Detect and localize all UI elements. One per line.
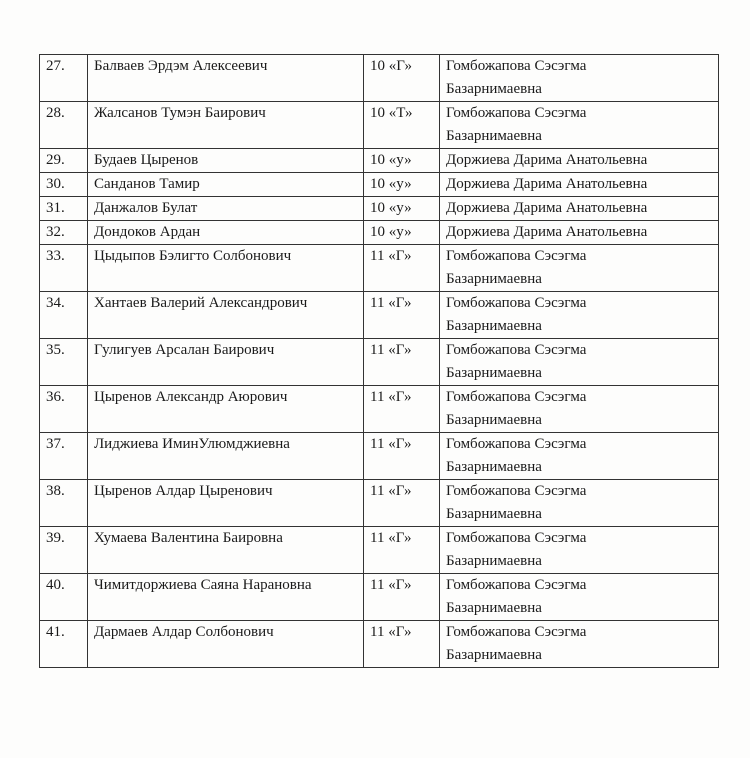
class-grade: 10 «у»	[364, 221, 440, 245]
teacher-name	[440, 55, 719, 102]
row-number: 31.	[40, 197, 88, 221]
teacher-name-line: Гомбожапова Сэсэгма	[446, 342, 587, 358]
teacher-name-line: Доржиева Дарима Анатольевна	[446, 152, 648, 168]
student-name: Данжалов Булат	[88, 197, 364, 221]
teacher-name-line: Базарнимаевна	[446, 600, 542, 616]
row-number: 34.	[40, 292, 88, 339]
table-row	[40, 527, 719, 574]
teacher-name	[440, 339, 719, 386]
teacher-name-line: Базарнимаевна	[446, 647, 542, 663]
teacher-name-line: Базарнимаевна	[446, 459, 542, 475]
teacher-name	[440, 386, 719, 433]
teacher-name	[440, 173, 719, 197]
teacher-name	[440, 221, 719, 245]
teacher-name	[440, 574, 719, 621]
participants-table-body	[40, 55, 719, 668]
teacher-name-line: Гомбожапова Сэсэгма	[446, 105, 587, 121]
teacher-name-line: Гомбожапова Сэсэгма	[446, 58, 587, 74]
teacher-name-line: Базарнимаевна	[446, 81, 542, 97]
teacher-name	[440, 149, 719, 173]
teacher-name-line: Базарнимаевна	[446, 318, 542, 334]
teacher-name	[440, 292, 719, 339]
row-number: 40.	[40, 574, 88, 621]
class-grade: 11 «Г»	[364, 339, 440, 386]
participants-table	[39, 54, 719, 668]
row-number: 33.	[40, 245, 88, 292]
table-row	[40, 386, 719, 433]
student-name: Чимитдоржиева Саяна Нарановна	[88, 574, 364, 621]
row-number: 41.	[40, 621, 88, 668]
student-name: Санданов Тамир	[88, 173, 364, 197]
teacher-name-line: Базарнимаевна	[446, 271, 542, 287]
teacher-name-line: Базарнимаевна	[446, 553, 542, 569]
table-row	[40, 173, 719, 197]
table-row	[40, 221, 719, 245]
student-name: Цыренов Александр Аюрович	[88, 386, 364, 433]
student-name: Дармаев Алдар Солбонович	[88, 621, 364, 668]
class-grade: 11 «Г»	[364, 245, 440, 292]
class-grade: 11 «Г»	[364, 527, 440, 574]
student-name: Хумаева Валентина Баировна	[88, 527, 364, 574]
class-grade: 10 «Г»	[364, 55, 440, 102]
table-row	[40, 245, 719, 292]
class-grade: 10 «у»	[364, 197, 440, 221]
student-name: Лиджиева ИминУлюмджиевна	[88, 433, 364, 480]
teacher-name-line: Базарнимаевна	[446, 412, 542, 428]
teacher-name-line: Доржиева Дарима Анатольевна	[446, 176, 648, 192]
table-row	[40, 149, 719, 173]
teacher-name-line: Доржиева Дарима Анатольевна	[446, 200, 648, 216]
student-name: Жалсанов Тумэн Баирович	[88, 102, 364, 149]
student-name: Балваев Эрдэм Алексеевич	[88, 55, 364, 102]
teacher-name	[440, 621, 719, 668]
student-name: Цыдыпов Бэлигто Солбонович	[88, 245, 364, 292]
class-grade: 10 «Т»	[364, 102, 440, 149]
teacher-name-line: Доржиева Дарима Анатольевна	[446, 224, 648, 240]
student-name: Хантаев Валерий Александрович	[88, 292, 364, 339]
class-grade: 11 «Г»	[364, 386, 440, 433]
class-grade: 10 «у»	[364, 149, 440, 173]
teacher-name-line: Базарнимаевна	[446, 128, 542, 144]
student-name: Будаев Цыренов	[88, 149, 364, 173]
row-number: 27.	[40, 55, 88, 102]
class-grade: 10 «у»	[364, 173, 440, 197]
table-row	[40, 574, 719, 621]
row-number: 29.	[40, 149, 88, 173]
row-number: 37.	[40, 433, 88, 480]
row-number: 39.	[40, 527, 88, 574]
teacher-name-line: Гомбожапова Сэсэгма	[446, 295, 587, 311]
class-grade: 11 «Г»	[364, 480, 440, 527]
teacher-name-line: Гомбожапова Сэсэгма	[446, 483, 587, 499]
student-name: Дондоков Ардан	[88, 221, 364, 245]
row-number: 32.	[40, 221, 88, 245]
teacher-name-line: Гомбожапова Сэсэгма	[446, 577, 587, 593]
row-number: 36.	[40, 386, 88, 433]
table-row	[40, 480, 719, 527]
table-row	[40, 621, 719, 668]
teacher-name	[440, 480, 719, 527]
class-grade: 11 «Г»	[364, 433, 440, 480]
row-number: 28.	[40, 102, 88, 149]
class-grade: 11 «Г»	[364, 292, 440, 339]
table-row	[40, 197, 719, 221]
table-row	[40, 339, 719, 386]
teacher-name-line: Гомбожапова Сэсэгма	[446, 389, 587, 405]
table-row	[40, 292, 719, 339]
teacher-name-line: Базарнимаевна	[446, 506, 542, 522]
class-grade: 11 «Г»	[364, 621, 440, 668]
teacher-name-line: Базарнимаевна	[446, 365, 542, 381]
teacher-name	[440, 527, 719, 574]
student-name: Гулигуев Арсалан Баирович	[88, 339, 364, 386]
teacher-name-line: Гомбожапова Сэсэгма	[446, 530, 587, 546]
table-row	[40, 102, 719, 149]
table-row	[40, 433, 719, 480]
teacher-name-line: Гомбожапова Сэсэгма	[446, 436, 587, 452]
teacher-name	[440, 245, 719, 292]
teacher-name-line: Гомбожапова Сэсэгма	[446, 248, 587, 264]
teacher-name	[440, 197, 719, 221]
class-grade: 11 «Г»	[364, 574, 440, 621]
teacher-name	[440, 433, 719, 480]
row-number: 30.	[40, 173, 88, 197]
table-row	[40, 55, 719, 102]
row-number: 35.	[40, 339, 88, 386]
row-number: 38.	[40, 480, 88, 527]
teacher-name-line: Гомбожапова Сэсэгма	[446, 624, 587, 640]
student-name: Цыренов Алдар Цыренович	[88, 480, 364, 527]
teacher-name	[440, 102, 719, 149]
